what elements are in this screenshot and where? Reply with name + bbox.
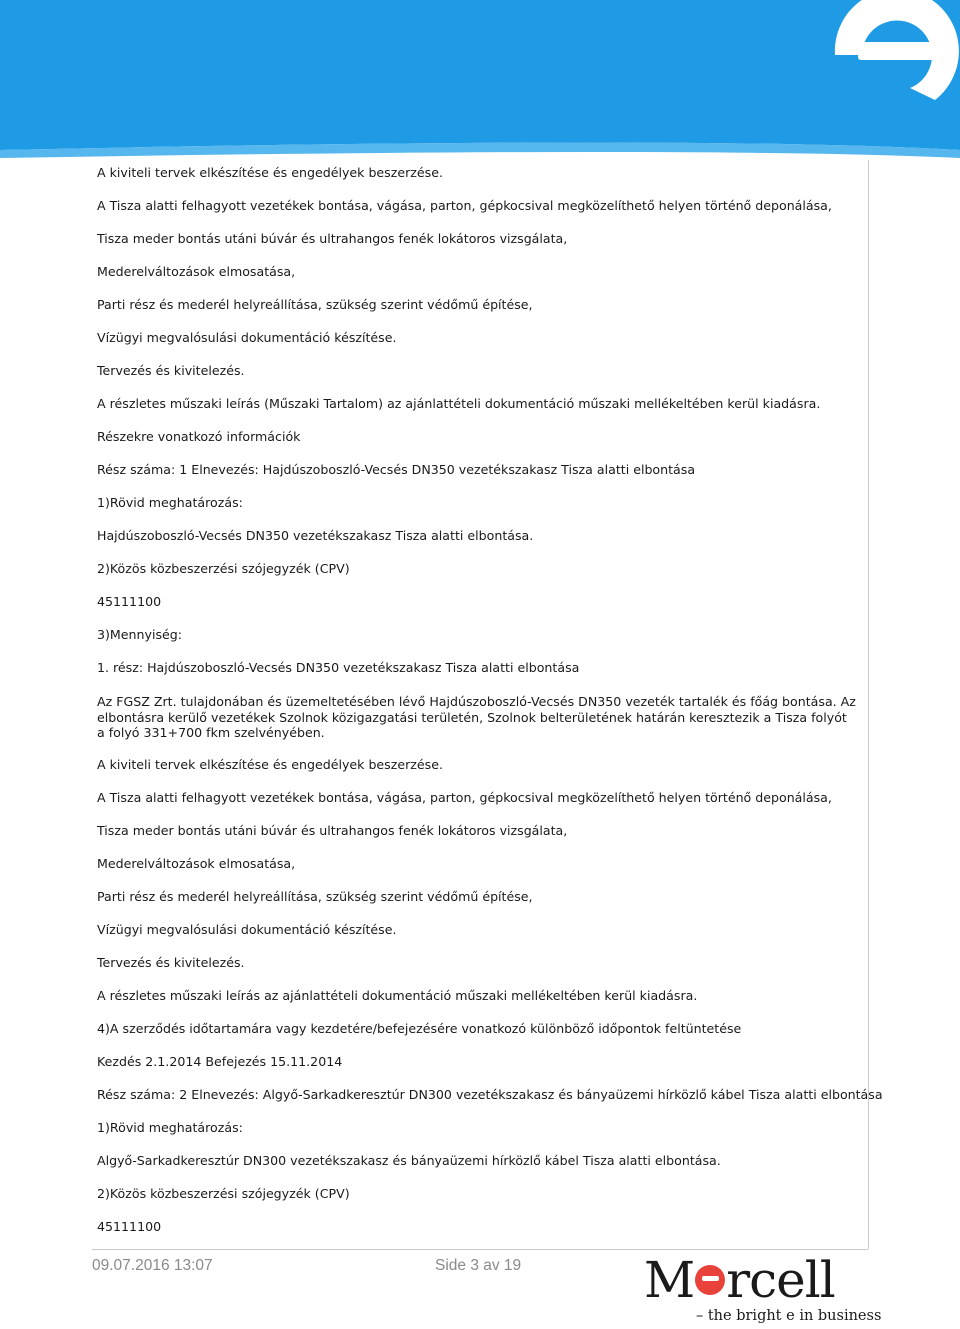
- text-line: A Tisza alatti felhagyott vezetékek bontása, vágása, parton, gépkocsival megközelíthető helyen történő deponálása,: [97, 198, 832, 213]
- cpv-code: 45111100: [97, 594, 162, 609]
- text-line: A Tisza alatti felhagyott vezetékek bontása, vágása, parton, gépkocsival megközelíthető helyen történő deponálása,: [97, 790, 832, 805]
- cpv-code: 45111100: [97, 1219, 162, 1234]
- text-line: A részletes műszaki leírás az ajánlattételi dokumentáció műszaki mellékeltében kerül kiadásra.: [97, 988, 698, 1003]
- text-line: Tervezés és kivitelezés.: [97, 363, 245, 378]
- text-line: Vízügyi megvalósulási dokumentáció készítése.: [97, 330, 397, 345]
- text-line: Algyő-Sarkadkeresztúr DN300 vezetékszakasz és bányaüzemi hírközlő kábel Tisza alatti elbontása.: [97, 1153, 721, 1168]
- marcell-logo: [640, 1251, 882, 1329]
- part-title: Rész száma: 2 Elnevezés: Algyő-Sarkadkeresztúr DN300 vezetékszakasz és bányaüzemi hírközlő kábel Tisza alatti elbontása: [97, 1087, 883, 1102]
- text-line: Parti rész és mederél helyreállítása, szükség szerint védőmű építése,: [97, 889, 533, 904]
- text-line: Kezdés 2.1.2014 Befejezés 15.11.2014: [97, 1054, 343, 1069]
- text-line: 1)Rövid meghatározás:: [97, 1120, 243, 1135]
- section-heading: Részekre vonatkozó információk: [97, 429, 301, 444]
- part-title: Rész száma: 1 Elnevezés: Hajdúszoboszló-Vecsés DN350 vezetékszakasz Tisza alatti elbontása: [97, 462, 696, 477]
- paragraph: Az FGSZ Zrt. tulajdonában és üzemeltetésében lévő Hajdúszoboszló-Vecsés DN350 vezeték tartalék és főág bontása. Az elbontásra kerülő vezetékek Szolnok közigazgatási területén, Szolnok belterületének határán keresztezik a Tisza folyót a folyó 331+700 fkm szelvényében.: [97, 694, 856, 740]
- text-line: 3)Mennyiség:: [97, 627, 183, 642]
- text-line: A kiviteli tervek elkészítése és engedélyek beszerzése.: [97, 165, 443, 180]
- logo-right: rcell: [726, 1251, 835, 1309]
- text-line: Hajdúszoboszló-Vecsés DN350 vezetékszakasz Tisza alatti elbontása.: [97, 528, 534, 543]
- header-band: [0, 0, 960, 165]
- text-line: A kiviteli tervek elkészítése és engedélyek beszerzése.: [97, 757, 443, 772]
- text-line: Tervezés és kivitelezés.: [97, 955, 245, 970]
- text-line: Mederelváltozások elmosatása,: [97, 264, 296, 279]
- text-line: Vízügyi megvalósulási dokumentáció készítése.: [97, 922, 397, 937]
- text-line: 2)Közös közbeszerzési szójegyzék (CPV): [97, 561, 350, 576]
- text-line: Tisza meder bontás utáni búvár és ultrahangos fenék lokátoros vizsgálata,: [97, 823, 568, 838]
- text-line: 1. rész: Hajdúszoboszló-Vecsés DN350 vezetékszakasz Tisza alatti elbontása: [97, 660, 580, 675]
- text-line: Mederelváltozások elmosatása,: [97, 856, 296, 871]
- text-line: 1)Rövid meghatározás:: [97, 495, 243, 510]
- text-line: A részletes műszaki leírás (Műszaki Tartalom) az ajánlattételi dokumentáció műszaki mellékeltében kerül kiadásra.: [97, 396, 821, 411]
- footer-page-number: Side 3 av 19: [435, 1257, 522, 1274]
- text-line: 4)A szerződés időtartamára vagy kezdetére/befejezésére vonatkozó különböző időpontok feltüntetése: [97, 1021, 742, 1036]
- logo-wordmark: [644, 1252, 835, 1308]
- text-line: Tisza meder bontás utáni búvár és ultrahangos fenék lokátoros vizsgálata,: [97, 231, 568, 246]
- logo-tagline: – the bright e in business: [696, 1308, 882, 1324]
- text-line: 2)Közös közbeszerzési szójegyzék (CPV): [97, 1186, 350, 1201]
- logo-left: M: [644, 1251, 695, 1309]
- logo-e-icon: [695, 1265, 725, 1295]
- footer-date: 09.07.2016 13:07: [92, 1257, 213, 1274]
- header-graphic: [0, 0, 960, 165]
- text-line: Parti rész és mederél helyreállítása, szükség szerint védőmű építése,: [97, 297, 533, 312]
- footer-divider: [92, 1249, 868, 1250]
